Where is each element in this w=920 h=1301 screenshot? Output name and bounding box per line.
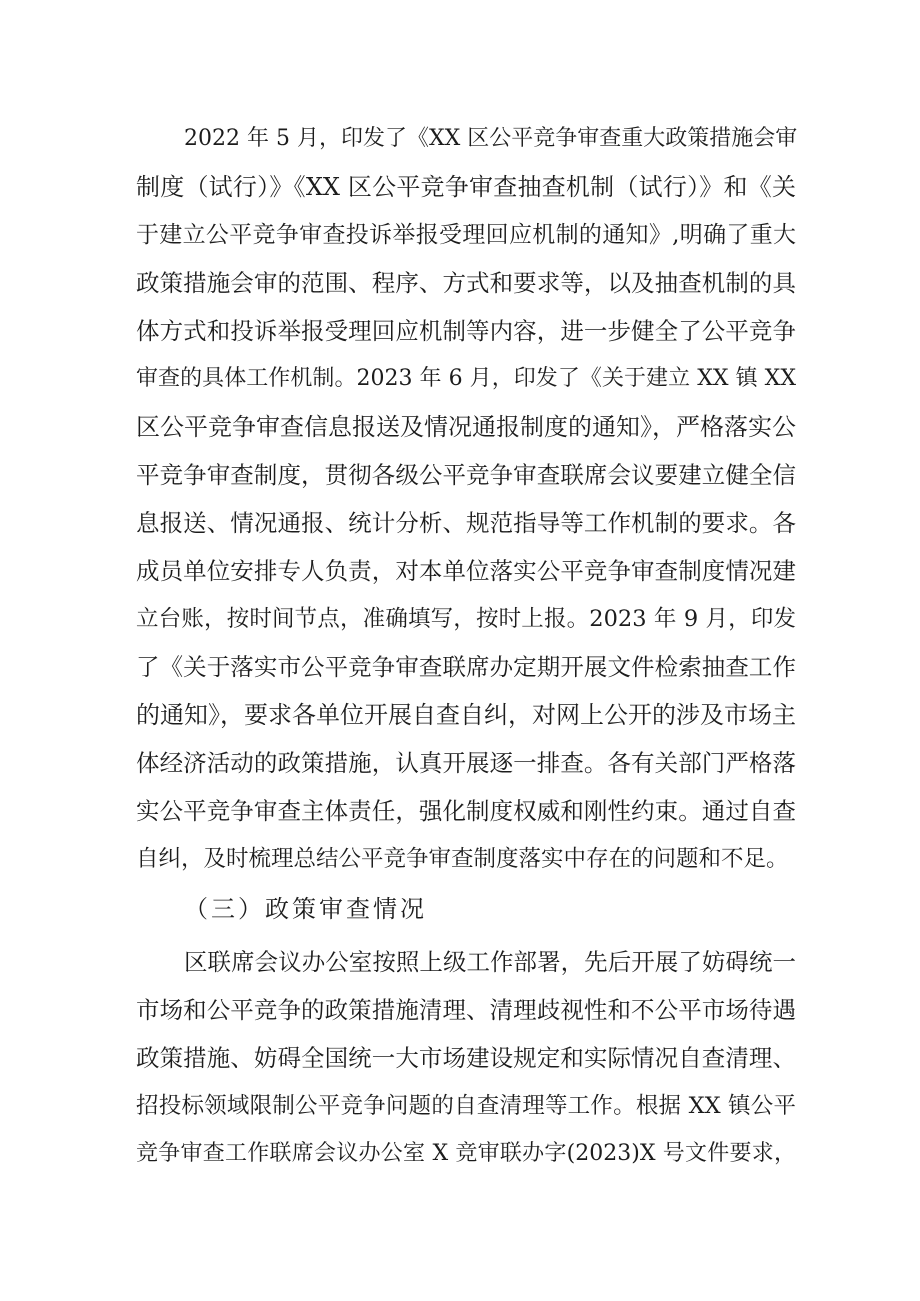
paragraph-line: 体方式和投诉举报受理回应机制等内容，进一步健全了公平竞争 (136, 317, 796, 345)
paragraph-line: 自纠，及时梳理总结公平竞争审查制度落实中存在的问题和不足。 (136, 846, 789, 872)
paragraph-line: 了《关于落实市公平竞争审查联席办定期开展文件检索抽查工作 (136, 653, 796, 681)
paragraph-line: 息报送、情况通报、统计分析、规范指导等工作机制的要求。各 (136, 509, 796, 537)
paragraph-line: 的通知》，要求各单位开展自查自纠，对网上公开的涉及市场主 (136, 701, 796, 729)
paragraph-line: 区公平竞争审查信息报送及情况通报制度的通知》，严格落实公 (136, 413, 796, 441)
paragraph-line: 于建立公平竞争审查投诉举报受理回应机制的通知》,明确了重大 (136, 222, 796, 248)
paragraph-line: 平竞争审查制度，贯彻各级公平竞争审查联席会议要建立健全信 (136, 461, 796, 489)
paragraph-line: 招投标领域限制公平竞争问题的自查清理等工作。根据 XX 镇公平 (136, 1093, 796, 1119)
paragraph-line: 市场和公平竞争的政策措施清理、清理歧视性和不公平市场待遇 (136, 996, 796, 1024)
paragraph-line: 成员单位安排专人负责，对本单位落实公平竞争审查制度情况建 (136, 557, 796, 585)
paragraph-line: 立台账，按时间节点，准确填写，按时上报。2023 年 9 月，印发 (136, 606, 796, 632)
paragraph-line: 政策措施会审的范围、程序、方式和要求等，以及抽查机制的具 (136, 269, 796, 297)
paragraph-line: 审查的具体工作机制。2023 年 6 月，印发了《关于建立 XX 镇 XX (136, 366, 796, 391)
paragraph-line: 2022 年 5 月，印发了《XX 区公平竞争审查重大政策措施会审 (184, 126, 798, 151)
paragraph-line: 体经济活动的政策措施，认真开展逐一排查。各有关部门严格落 (136, 749, 796, 777)
paragraph-line: 区联席会议办公室按照上级工作部署，先后开展了妨碍统一 (184, 948, 796, 976)
paragraph-line: 制度（试行）》《XX 区公平竞争审查抽查机制（试行）》和《关 (136, 173, 796, 201)
section-heading: （三）政策审查情况 (184, 895, 427, 923)
paragraph-line: 政策措施、妨碍全国统一大市场建设规定和实际情况自查清理、 (136, 1044, 796, 1072)
paragraph-line: 竞争审查工作联席会议办公室 X 竞审联办字(2023)X 号文件要求， (136, 1141, 796, 1166)
paragraph-line: 实公平竞争审查主体责任，强化制度权威和刚性约束。通过自查 (136, 797, 796, 825)
